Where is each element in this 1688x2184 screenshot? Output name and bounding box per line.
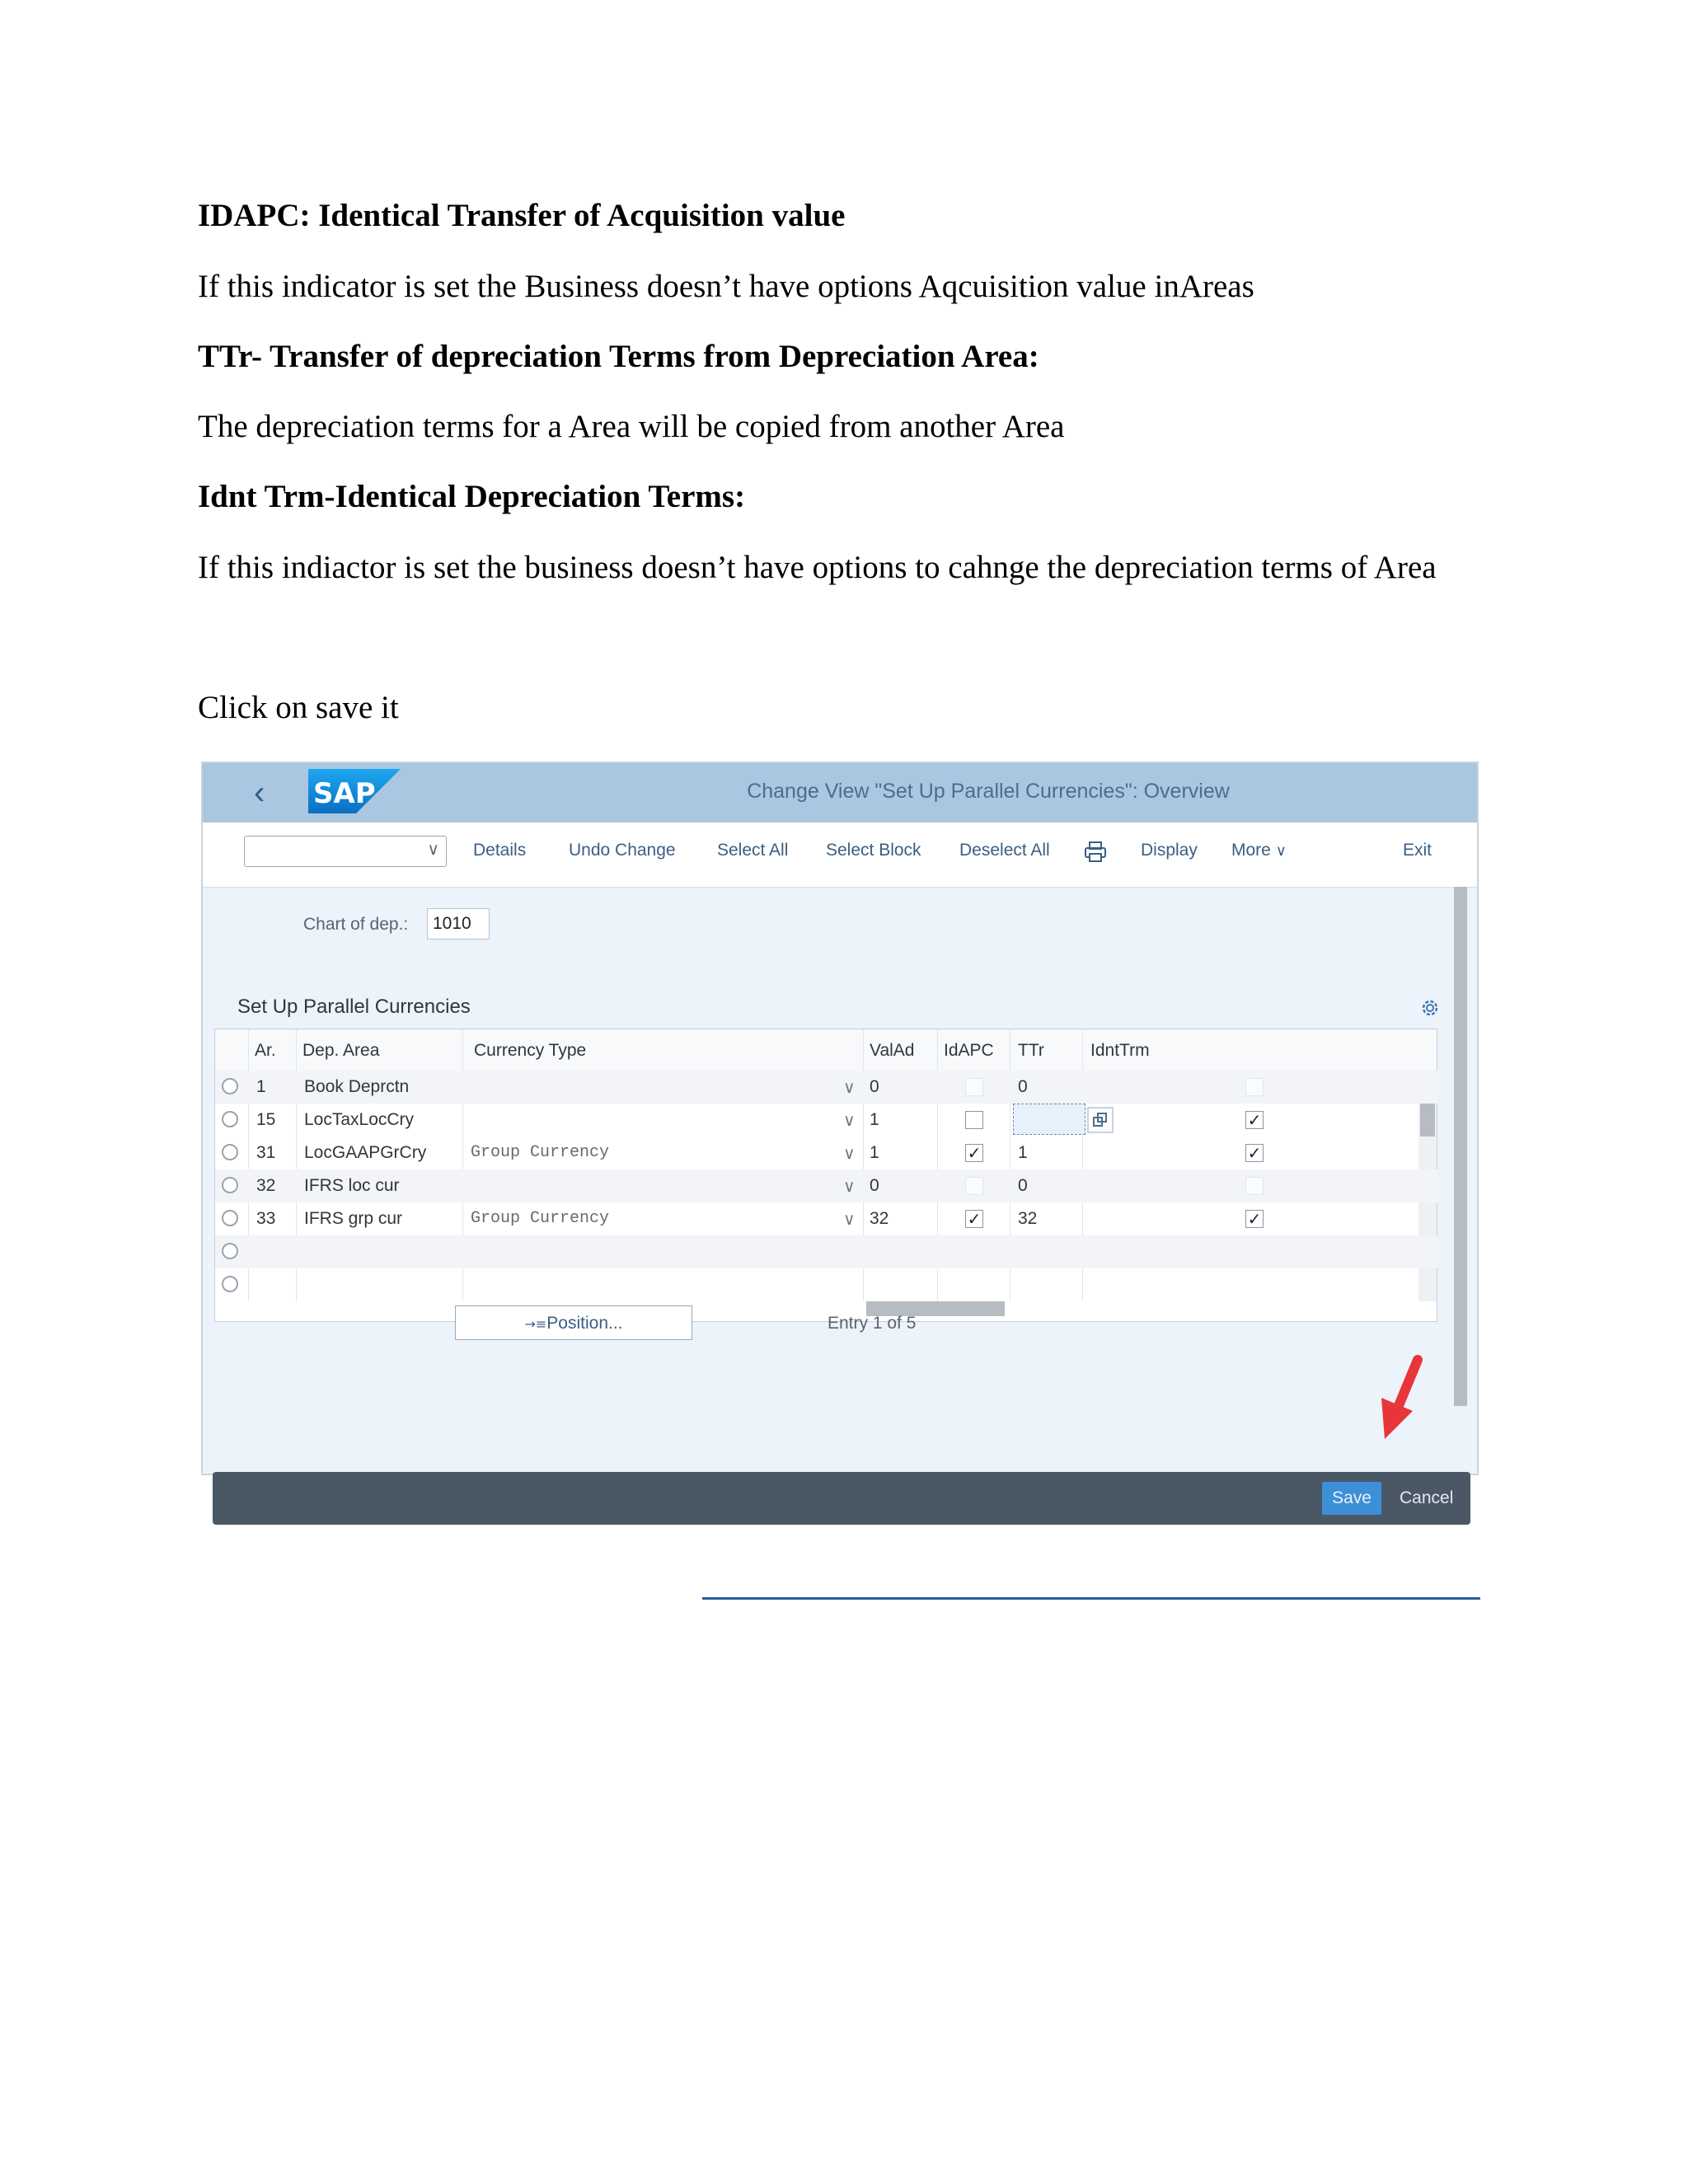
more-label: More [1231, 841, 1271, 860]
idapc-checkbox[interactable]: ✓ [965, 1144, 983, 1162]
idnttrm-checkbox [1245, 1177, 1264, 1195]
cell-currency-type[interactable]: Group Currency [471, 1143, 610, 1162]
idapc-checkbox [965, 1078, 983, 1096]
paragraph-ttr: The depreciation terms for a Area will be copied from another Area [198, 409, 1065, 444]
row-select-radio[interactable] [222, 1078, 238, 1094]
value-help-icon[interactable] [1087, 1107, 1114, 1133]
idnttrm-checkbox[interactable]: ✓ [1245, 1111, 1264, 1129]
cell-ttr[interactable]: 0 [1018, 1077, 1028, 1096]
col-dep-area: Dep. Area [302, 1041, 380, 1060]
col-ar: Ar. [255, 1041, 276, 1060]
display-button[interactable]: Display [1141, 841, 1198, 860]
red-arrow-icon [1332, 1348, 1431, 1447]
cell-dep-area: LocGAAPGrCry [304, 1143, 427, 1162]
save-button[interactable]: Save [1322, 1482, 1381, 1515]
toolbar [203, 823, 1477, 888]
cell-ar: 15 [256, 1110, 276, 1129]
position-icon: →≡ [524, 1316, 547, 1332]
table-row[interactable] [215, 1202, 1438, 1235]
more-button[interactable] [1231, 841, 1287, 860]
heading-idapc: IDAPC: Identical Transfer of Acquisition value [198, 198, 846, 233]
position-button[interactable] [455, 1305, 692, 1340]
table-row[interactable] [215, 1268, 1438, 1301]
cell-currency-type[interactable]: Group Currency [471, 1209, 610, 1228]
table-title: Set Up Parallel Currencies [237, 996, 471, 1018]
back-icon[interactable]: ‹ [254, 775, 265, 811]
heading-ttr: TTr- Transfer of depreciation Terms from Depreciation Area: [198, 339, 1039, 374]
select-block-button[interactable]: Select Block [826, 841, 921, 860]
cell-dep-area: LocTaxLocCry [304, 1110, 415, 1129]
table-header [215, 1029, 1437, 1071]
print-icon[interactable] [1083, 839, 1108, 864]
cell-ar: 1 [256, 1077, 266, 1096]
cell-valad[interactable]: 0 [870, 1176, 879, 1195]
content-area [203, 887, 1477, 1507]
cancel-button[interactable]: Cancel [1400, 1488, 1454, 1507]
ttr-input-focused[interactable] [1013, 1104, 1085, 1135]
bottom-divider [702, 1597, 1480, 1600]
sap-logo-text: SAP [313, 777, 376, 810]
window-title: Change View "Set Up Parallel Currencies": Overview [747, 780, 1230, 803]
chevron-down-icon[interactable]: ∨ [843, 1143, 856, 1163]
details-button[interactable]: Details [473, 841, 527, 860]
idapc-checkbox[interactable]: ✓ [965, 1210, 983, 1228]
idnttrm-checkbox[interactable]: ✓ [1245, 1210, 1264, 1228]
action-select[interactable] [244, 836, 447, 867]
idapc-checkbox[interactable] [965, 1111, 983, 1129]
cell-valad[interactable]: 1 [870, 1143, 879, 1162]
row-select-radio[interactable] [222, 1144, 238, 1160]
idapc-checkbox [965, 1177, 983, 1195]
cell-ar: 33 [256, 1209, 276, 1228]
cell-ar: 31 [256, 1143, 276, 1162]
row-select-radio[interactable] [222, 1276, 238, 1292]
cell-valad[interactable]: 32 [870, 1209, 889, 1228]
heading-idnttrm: Idnt Trm-Identical Depreciation Terms: [198, 479, 746, 514]
currencies-table [214, 1029, 1437, 1322]
chart-of-dep-input[interactable]: 1010 [427, 908, 490, 940]
deselect-all-button[interactable]: Deselect All [959, 841, 1050, 860]
table-row[interactable] [215, 1235, 1438, 1268]
cell-valad[interactable]: 1 [870, 1110, 879, 1129]
row-select-radio[interactable] [222, 1210, 238, 1226]
col-valad: ValAd [870, 1041, 915, 1060]
undo-change-button[interactable]: Undo Change [569, 841, 676, 860]
select-all-button[interactable]: Select All [717, 841, 789, 860]
idnttrm-checkbox [1245, 1078, 1264, 1096]
chevron-down-icon[interactable]: ∨ [843, 1209, 856, 1229]
table-row[interactable] [215, 1071, 1438, 1104]
row-select-radio[interactable] [222, 1111, 238, 1127]
footer-bar [213, 1472, 1470, 1525]
table-row[interactable] [215, 1169, 1438, 1202]
paragraph-idnttrm: If this indiactor is set the business doesn’t have options to cahnge the depreciation terms of Area [198, 550, 1437, 585]
paragraph-click-save: Click on save it [198, 690, 399, 725]
position-label: Position... [546, 1314, 623, 1333]
chevron-down-icon[interactable]: ∨ [843, 1077, 856, 1097]
chevron-down-icon: ∨ [427, 841, 439, 859]
sap-screenshot [201, 762, 1479, 1507]
col-ttr: TTr [1018, 1041, 1044, 1060]
cell-ttr[interactable]: 0 [1018, 1176, 1028, 1195]
sap-logo [308, 769, 401, 813]
col-idapc: IdAPC [944, 1041, 994, 1060]
table-row[interactable] [215, 1104, 1438, 1137]
col-currency-type: Currency Type [474, 1041, 587, 1060]
col-idnttrm: IdntTrm [1090, 1041, 1150, 1060]
table-row[interactable] [215, 1137, 1438, 1169]
row-select-radio[interactable] [222, 1243, 238, 1259]
paragraph-idapc: If this indicator is set the Business doesn’t have options Aqcuisition value inAreas [198, 269, 1254, 304]
gear-icon[interactable] [1419, 997, 1441, 1019]
cell-ttr[interactable]: 1 [1018, 1143, 1028, 1162]
idnttrm-checkbox[interactable]: ✓ [1245, 1144, 1264, 1162]
entry-counter: Entry 1 of 5 [828, 1314, 917, 1333]
sap-header [203, 763, 1477, 823]
exit-button[interactable]: Exit [1403, 841, 1432, 860]
chevron-down-icon[interactable]: ∨ [843, 1176, 856, 1196]
cell-dep-area: IFRS grp cur [304, 1209, 403, 1228]
row-select-radio[interactable] [222, 1177, 238, 1193]
chevron-down-icon: ∨ [1275, 842, 1287, 860]
cell-valad[interactable]: 0 [870, 1077, 879, 1096]
chart-of-dep-label: Chart of dep.: [303, 915, 409, 934]
chevron-down-icon[interactable]: ∨ [843, 1110, 856, 1130]
cell-ar: 32 [256, 1176, 276, 1195]
cell-dep-area: IFRS loc cur [304, 1176, 400, 1195]
cell-ttr[interactable]: 32 [1018, 1209, 1038, 1228]
cell-dep-area: Book Deprctn [304, 1077, 410, 1096]
vertical-scrollbar[interactable] [1454, 887, 1467, 1406]
